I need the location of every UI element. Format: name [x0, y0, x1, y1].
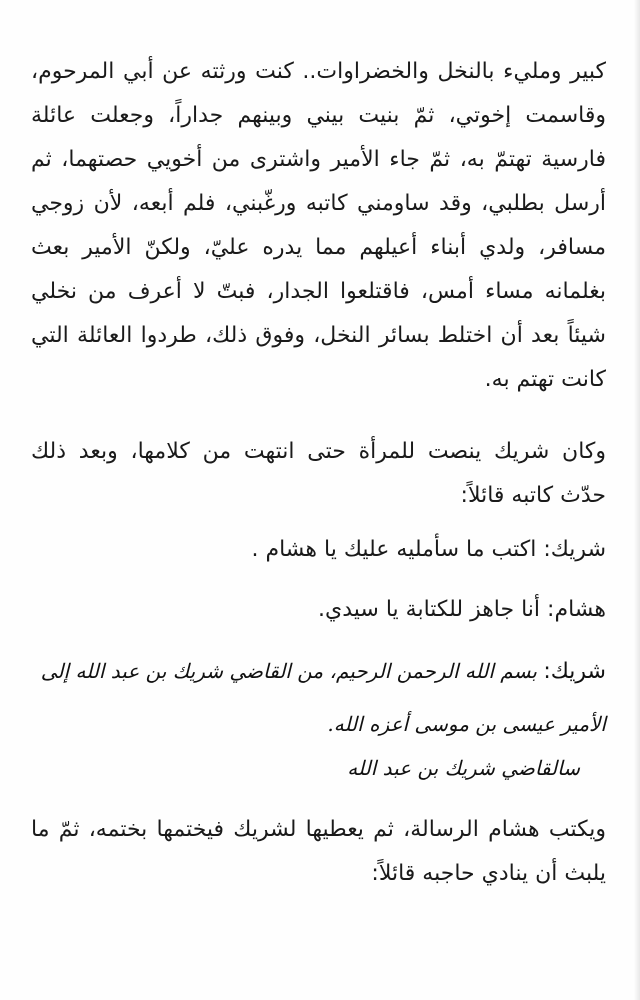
letter-signature: سالقاضي شريك بن عبد الله: [347, 756, 580, 780]
paragraph-hisham-writes: ويكتب هشام الرسالة، ثم يعطيها لشريك فيختمها بختمه، ثمّ ما يلبث أن ينادي حاجبه قائلاً:: [31, 817, 606, 886]
page-edge-shadow: [634, 0, 640, 1000]
dialogue-line-shurayk: شريك: اكتب ما سأمليه عليك يا هشام .: [251, 537, 606, 562]
paragraph-woman-complaint: كبير ومليء بالنخل والخضراوات.. كنت ورثته عن أبي المرحوم، وقاسمت إخوتي، ثمّ بنيت بيني وبينهم جداراً، وجعلت عائلة فارسية تهتمّ به، ثمّ جاء الأمير واشترى من أخويي حصتهما، ثم أرسل بطلبي، وقد ساومني كاتبه ورغّبني، فلم أبعه، لأن زوجي مسافر، ولدي أبناء أعيلهم مما يدره عليّ، ولكنّ الأمير بعث بغلمانه مساء أمس، فاقتلعوا الجدار، فبتّ لا أعرف من نخلي شيئاً بعد أن اختلط بسائر النخل، وفوق ذلك، طردوا العائلة التي كانت تهتم به.: [31, 59, 606, 392]
paragraph-shurayk-listens: وكان شريك ينصت للمرأة حتى انتهت من كلامها، وبعد ذلك حدّث كاتبه قائلاً:: [31, 439, 606, 508]
letter-speaker-label: شريك:: [543, 659, 606, 684]
dialogue-line-hisham: هشام: أنا جاهز للكتابة يا سيدي.: [318, 597, 606, 622]
letter-body-text: بسم الله الرحمن الرحيم، من القاضي شريك بن عبد الله إلى الأمير عيسى بن موسى أعزه الله.: [40, 659, 606, 736]
handwritten-letter: [21, 645, 606, 750]
